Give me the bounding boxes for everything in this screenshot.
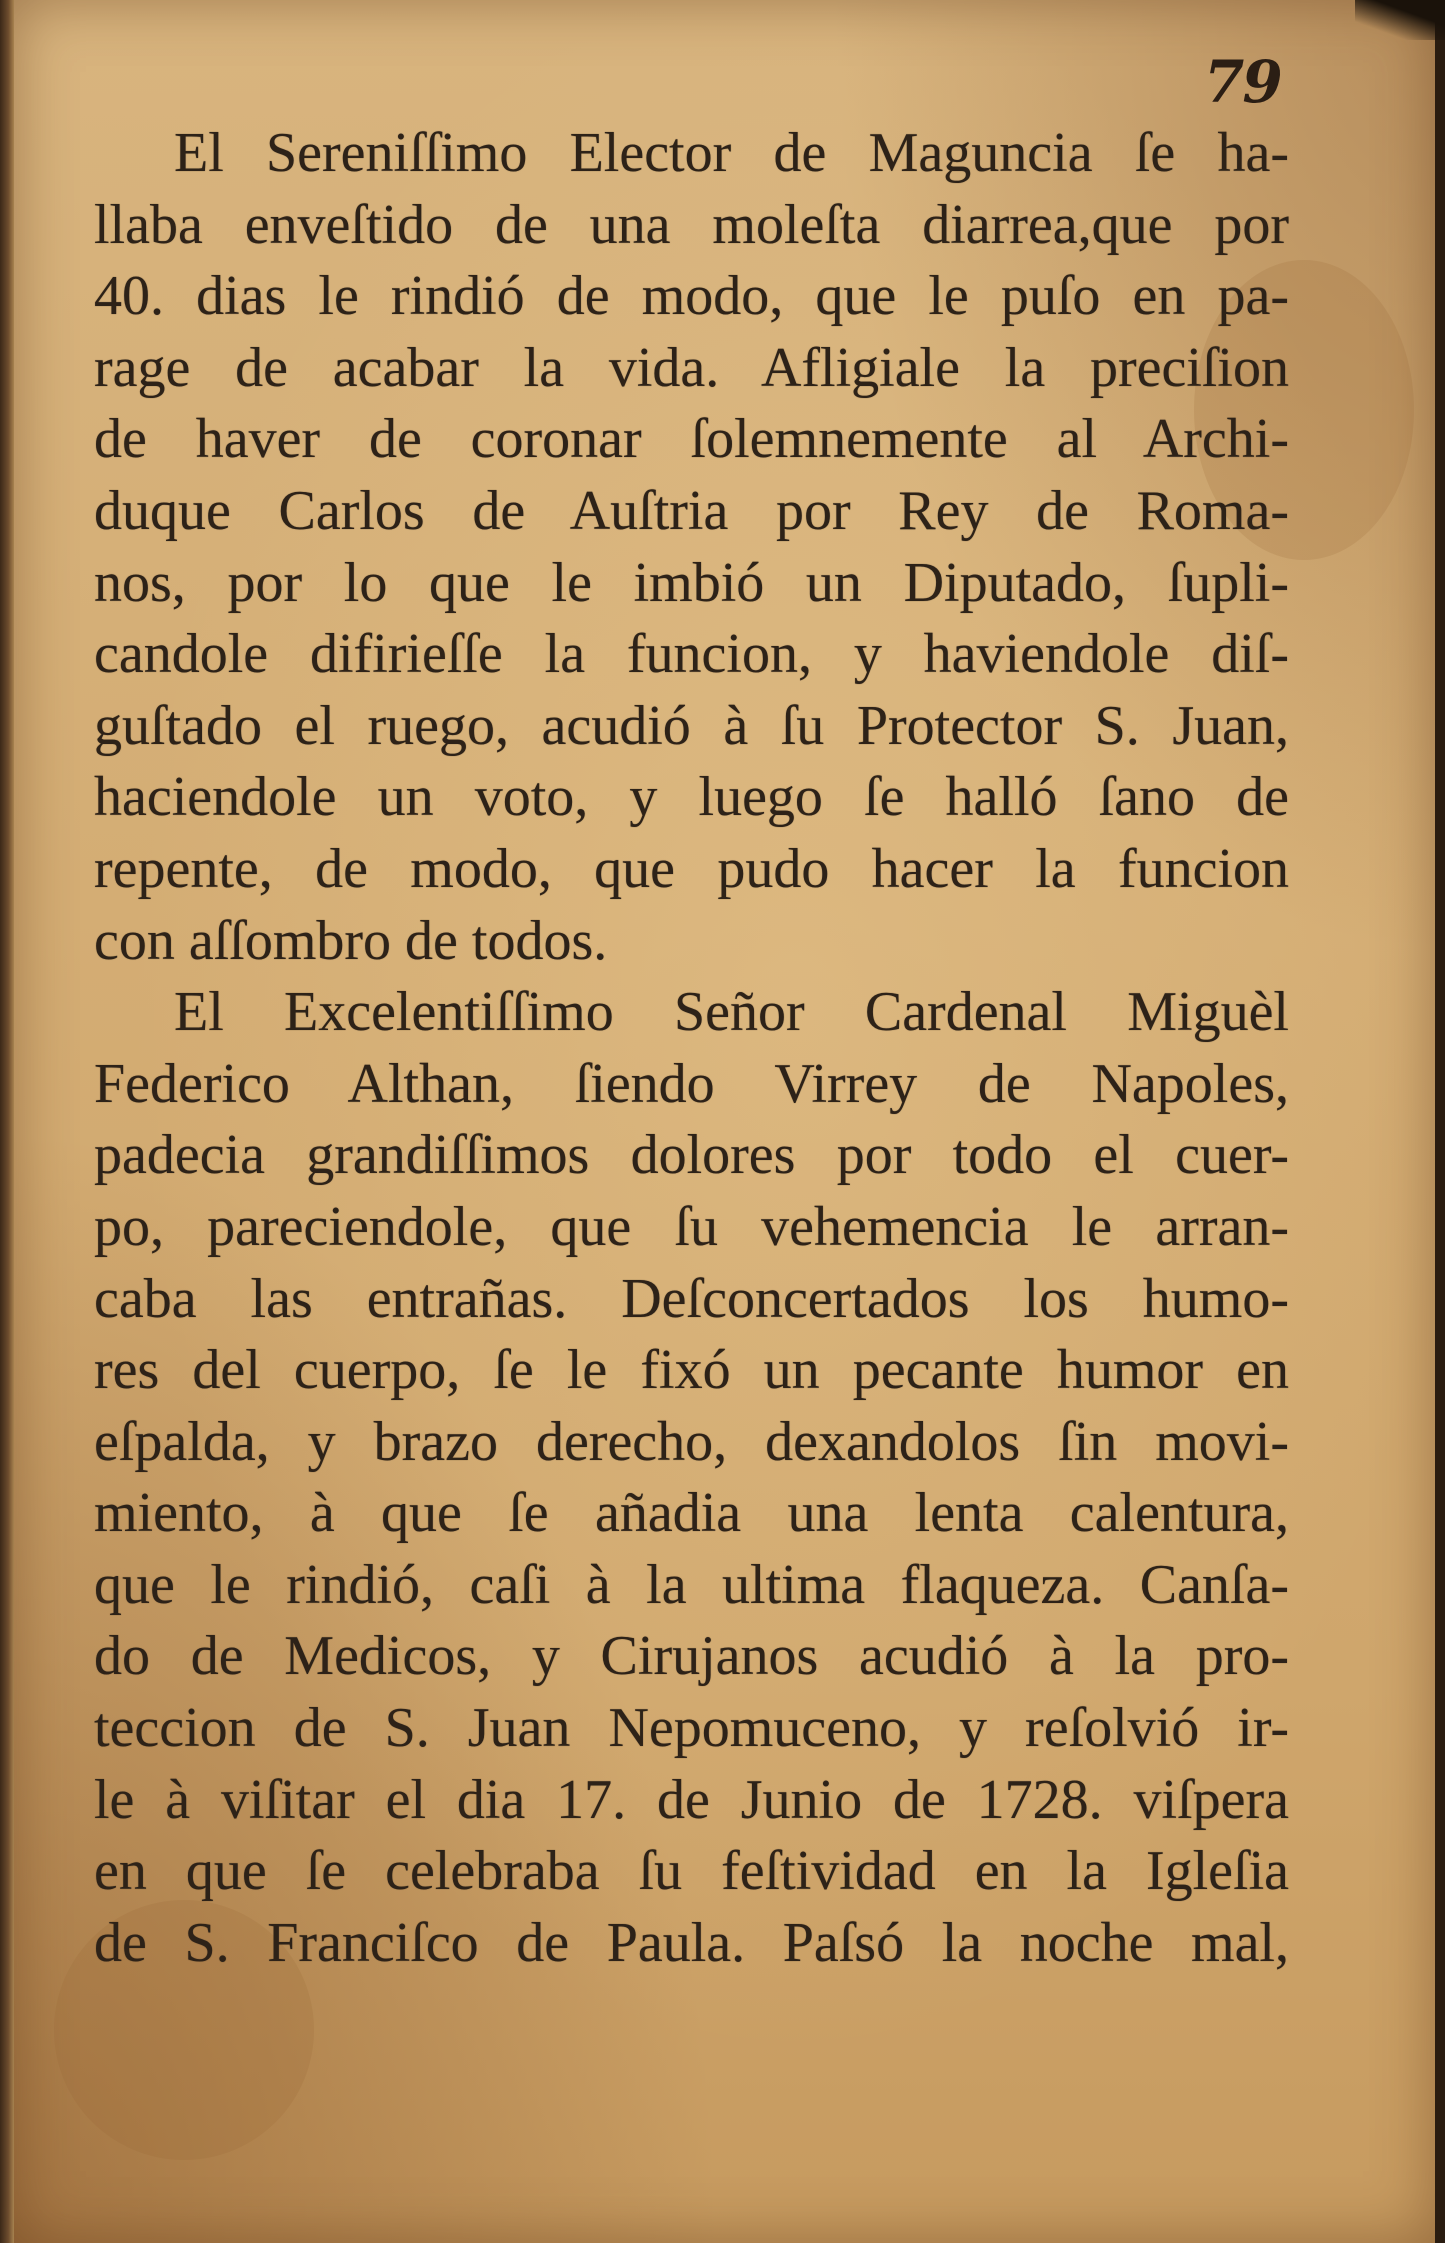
text-line: de S. Franciſco de Paula. Paſsó la noche mal,: [94, 1911, 1289, 1974]
paragraph-maguncia: [94, 118, 1289, 977]
text-line: eſpalda, y brazo derecho, dexandolos ſin movi-: [94, 1410, 1289, 1473]
text-line: le à viſitar el dia 17. de Junio de 1728. viſpera: [94, 1768, 1289, 1831]
text-line: haciendole un voto, y luego ſe halló ſano de: [94, 766, 1289, 829]
text-line: duque Carlos de Auſtria por Rey de Roma-: [94, 479, 1289, 542]
book-page: [14, 0, 1435, 2243]
text-line: nos, por lo que le imbió un Diputado, ſupli-: [94, 551, 1289, 614]
text-line: padecia grandiſſimos dolores por todo el cuer-: [94, 1124, 1289, 1187]
text-line: caba las entrañas. Deſconcertados los humo-: [94, 1267, 1289, 1330]
text-line: 40. dias le rindió de modo, que le puſo en pa-: [94, 265, 1289, 328]
text-line: miento, à que ſe añadia una lenta calentura,: [94, 1482, 1289, 1545]
text-line: candole difirieſſe la funcion, y haviendole diſ-: [94, 623, 1289, 686]
text-line: El Sereniſſimo Elector de Maguncia ſe ha-: [174, 122, 1289, 184]
text-line: do de Medicos, y Cirujanos acudió à la pro-: [94, 1625, 1289, 1688]
text-line: teccion de S. Juan Nepomuceno, y reſolvió ir-: [94, 1697, 1289, 1760]
text-line: res del cuerpo, ſe le fixó un pecante humor en: [94, 1339, 1289, 1402]
text-line: Federico Althan, ſiendo Virrey de Napoles,: [94, 1052, 1289, 1115]
text-line: llaba enveſtido de una moleſta diarrea,que por: [94, 193, 1289, 256]
text-line: guſtado el ruego, acudió à ſu Protector S. Juan,: [94, 694, 1289, 757]
text-line: en que ſe celebraba ſu feſtividad en la Igleſia: [94, 1840, 1289, 1903]
page-corner-shadow: [1355, 0, 1445, 40]
text-line: rage de acabar la vida. Afligiale la preciſion: [94, 336, 1289, 399]
paragraph-althan: [94, 977, 1289, 1979]
page-number: 79: [1204, 48, 1281, 116]
text-line: repente, de modo, que pudo hacer la funcion: [94, 837, 1289, 900]
text-line: El Excelentiſſimo Señor Cardenal Miguèl: [174, 981, 1289, 1044]
text-line: de haver de coronar ſolemnemente al Archi-: [94, 408, 1289, 471]
book-spine-edge: [0, 0, 14, 2243]
body-text: [94, 118, 1289, 1979]
text-line: que le rindió, caſi à la ultima flaqueza. Canſa-: [94, 1553, 1289, 1616]
text-line: con aſſombro de todos.: [94, 909, 608, 972]
text-line: po, pareciendole, que ſu vehemencia le arran-: [94, 1195, 1289, 1258]
